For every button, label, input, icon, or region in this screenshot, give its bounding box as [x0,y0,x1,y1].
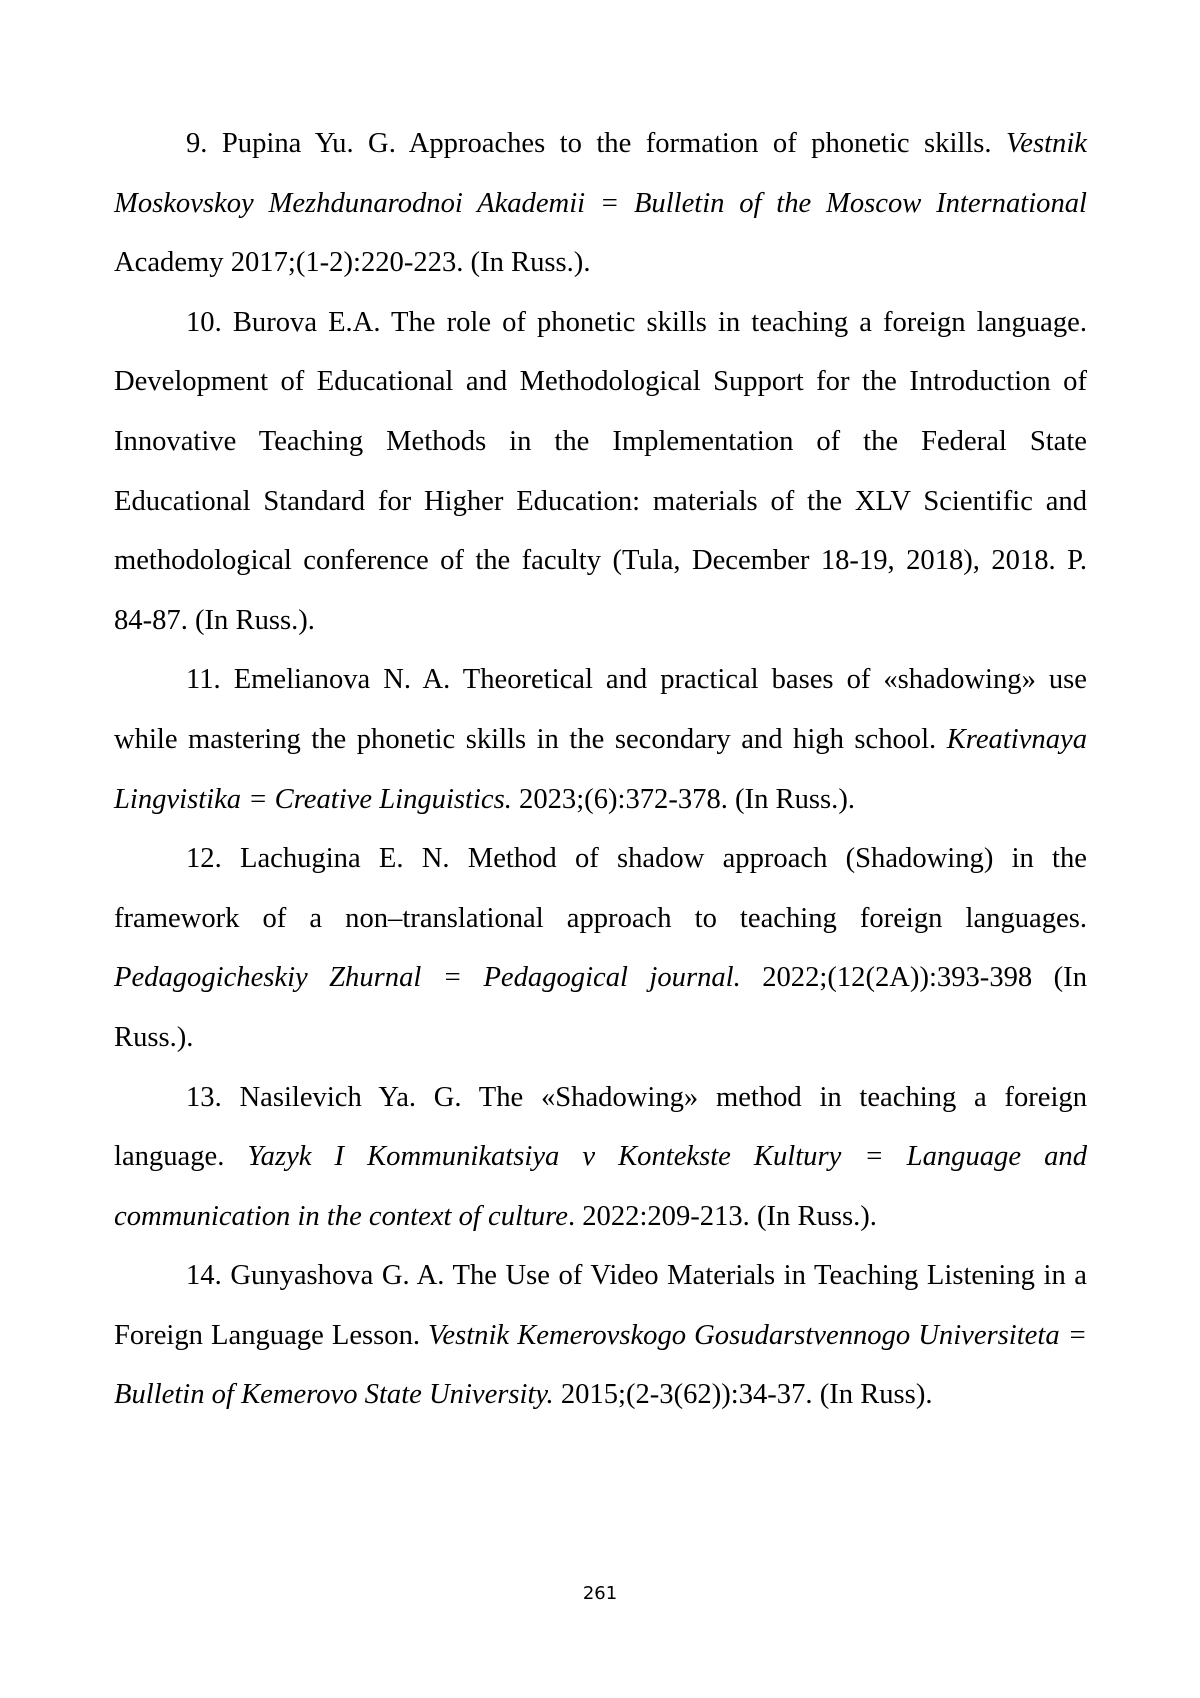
reference-item-9 [114,114,1087,293]
reference-text: Gunyashova G. A. The Use of Video Materials in Teaching Listening in a Foreign Language Lesson. [114,1260,1087,1351]
reference-item-10 [114,293,1087,651]
reference-journal: Kreativnaya Lingvistika = Creative Linguistics. [114,723,1087,815]
reference-number: 11. [186,664,221,696]
reference-details: 2023;(6):372-378. (In Russ.). [511,783,855,815]
reference-journal: Yazyk I Kommunikatsiya v Kontekste Kultury = Language and communication in the context of culture [114,1141,1087,1232]
page-number: 261 [582,1583,618,1604]
reference-list [114,114,1087,1425]
reference-journal: Pedagogicheskiy Zhurnal = Pedagogical journal. [114,962,741,994]
reference-journal: Vestnik Kemerovskogo Gosudarstvennogo Universiteta = Bulletin of Kemerovo State University. [114,1319,1087,1411]
reference-number: 12. [186,843,222,875]
reference-details: . 2022:209-213. (In Russ.). [567,1200,877,1232]
reference-number: 13. [186,1081,222,1113]
reference-text: Burova E.A. The role of phonetic skills in teaching a foreign language. Development of Educational and Methodological Support for the Introduction of Innovative Teaching Methods in the Implementation of the Federal State Educational Standard for Higher Education: materials of the XLV Scientific and methodological conference of the faculty (Tula, December 18-19, 2018), 2018. P. 84-87. (In Russ.). [114,306,1087,636]
reference-text: Emelianova N. A. Theoretical and practical bases of «shadowing» use while mastering the phonetic skills in the secondary and high school. [114,664,1087,755]
reference-details: 2022;(12(2A)):393-398 (In Russ.). [114,962,1087,1053]
reference-text: Pupina Yu. G. Approaches to the formation of phonetic skills. [221,128,1006,159]
reference-text: Lachugina E. N. Method of shadow approach (Shadowing) in the framework of a non–translational approach to teaching foreign languages. [114,843,1087,934]
reference-item-12 [114,829,1087,1067]
reference-text: Nasilevich Ya. G. The «Shadowing» method in teaching a foreign language. [114,1081,1087,1173]
reference-number: 14. [186,1260,222,1292]
reference-item-13 [114,1068,1087,1247]
reference-item-11 [114,650,1087,829]
reference-details: Academy 2017;(1-2):220-223. (In Russ.). [114,247,591,279]
reference-item-14 [114,1246,1087,1425]
reference-number: 10. [186,306,222,338]
reference-details: 2015;(2-3(62)):34-37. (In Russ). [553,1379,933,1411]
reference-number: 9. [186,128,208,159]
reference-journal: Vestnik Moskovskoy Mezhdunarodnoi Akademii = Bulletin of the Moscow International [114,128,1087,219]
